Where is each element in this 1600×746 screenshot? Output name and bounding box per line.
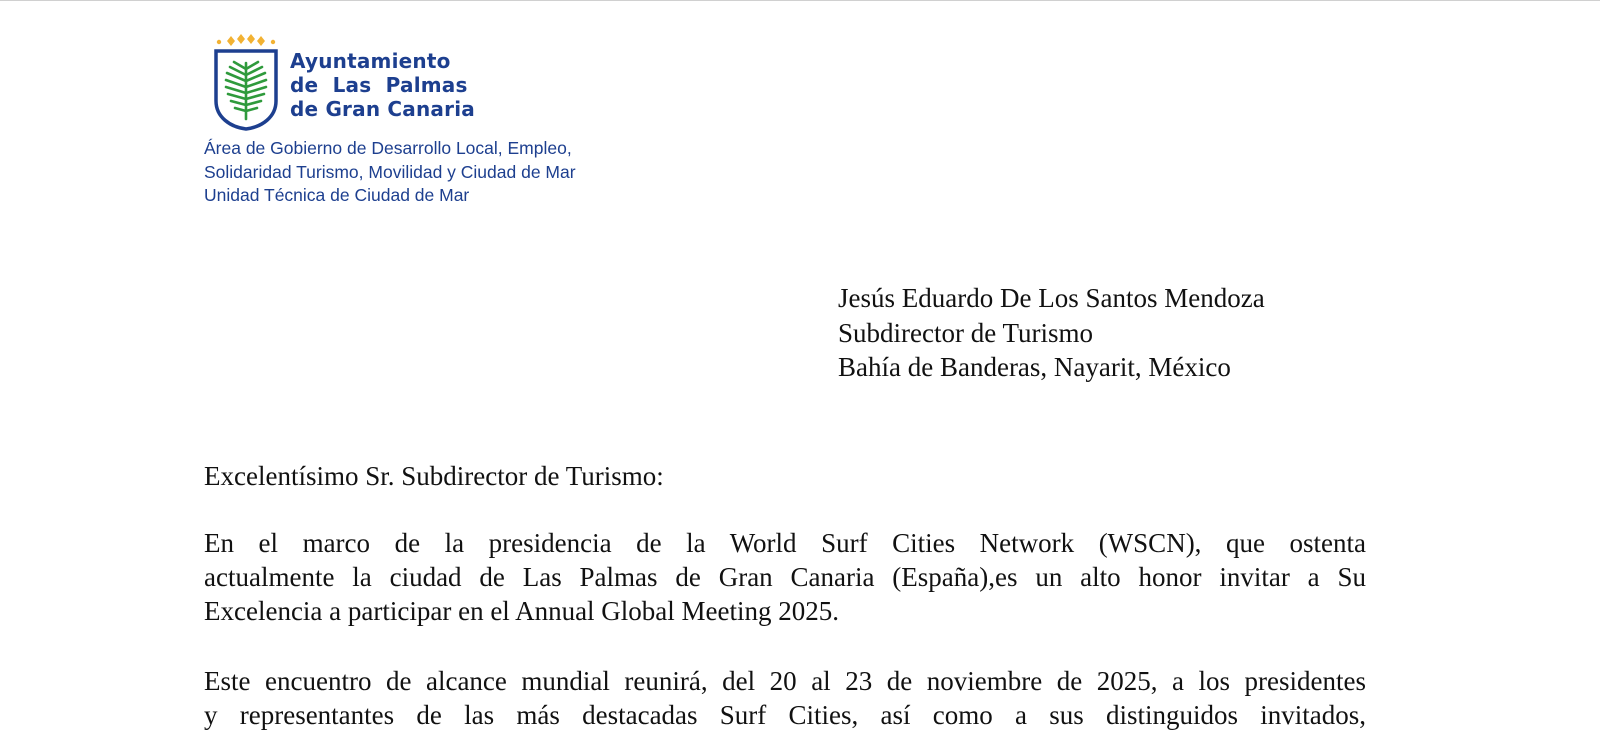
department-block bbox=[204, 137, 576, 208]
paragraph-1-line-3: Excelencia a participar en el Annual Global Meeting 2025. bbox=[204, 596, 840, 626]
recipient-title: Subdirector de Turismo bbox=[838, 317, 1094, 348]
department-line-1: Área de Gobierno de Desarrollo Local, Empleo, bbox=[204, 138, 572, 158]
paragraph-2-line-2: y representantes de las más destacadas Surf Cities, así como a sus distinguidos invitados, bbox=[204, 700, 1366, 730]
logo-line-3: de Gran Canaria bbox=[290, 97, 475, 121]
paragraph-1-line-2: actualmente la ciudad de Las Palmas de Gran Canaria (España),es un alto honor invitar a Su bbox=[204, 562, 1366, 592]
city-crest-icon bbox=[212, 29, 280, 133]
logo-wordmark bbox=[290, 49, 475, 121]
paragraph-2 bbox=[204, 664, 1366, 732]
salutation: Excelentísimo Sr. Subdirector de Turismo: bbox=[204, 461, 664, 491]
paragraph-1 bbox=[204, 526, 1366, 628]
recipient-block bbox=[838, 281, 1265, 385]
logo-line-1: Ayuntamiento bbox=[290, 49, 451, 73]
paragraph-1-line-1: En el marco de la presidencia de la World Surf Cities Network (WSCN), que ostenta bbox=[204, 528, 1366, 558]
letterhead-logo bbox=[212, 29, 692, 133]
paragraph-2-line-1: Este encuentro de alcance mundial reunirá, del 20 al 23 de noviembre de 2025, a los presidentes bbox=[204, 666, 1366, 696]
recipient-name: Jesús Eduardo De Los Santos Mendoza bbox=[838, 283, 1265, 313]
recipient-location: Bahía de Banderas, Nayarit, México bbox=[838, 352, 1231, 382]
department-line-2: Solidaridad Turismo, Movilidad y Ciudad de Mar bbox=[204, 161, 576, 182]
logo-line-2: de Las Palmas bbox=[290, 73, 468, 97]
department-line-3: Unidad Técnica de Ciudad de Mar bbox=[204, 185, 470, 205]
